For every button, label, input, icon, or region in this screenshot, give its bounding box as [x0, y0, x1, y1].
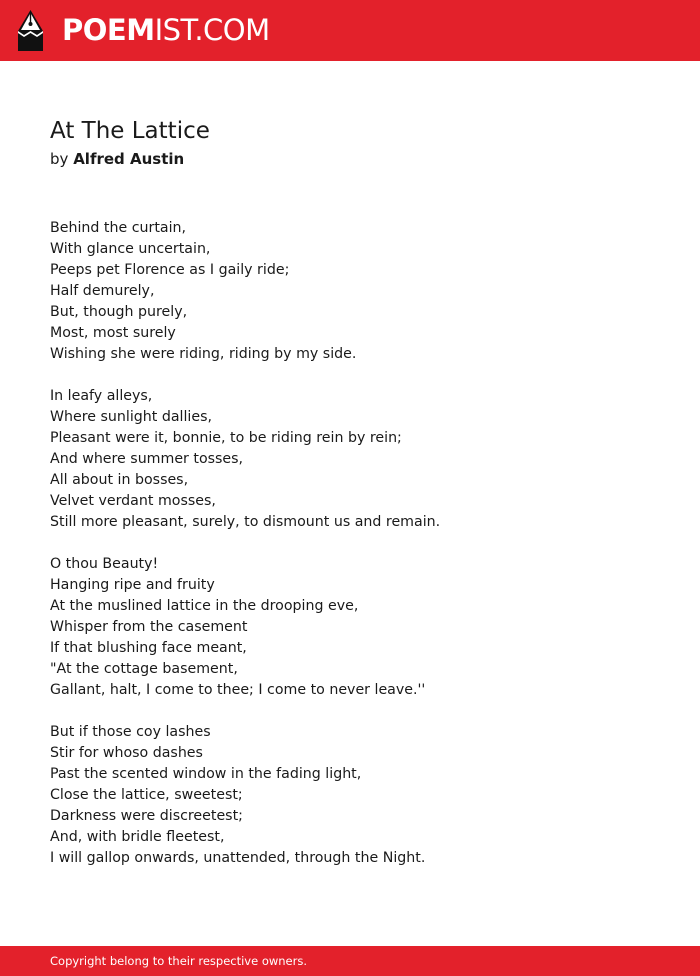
poem-line: If that blushing face meant, [50, 640, 247, 656]
copyright-text: Copyright belong to their respective owners. [50, 954, 308, 968]
poem-line: Hanging ripe and fruity [50, 577, 215, 593]
poem-line: Past the scented window in the fading light, [50, 766, 362, 782]
poem-line: Darkness were discreetest; [50, 808, 243, 824]
poem-line: And, with bridle fleetest, [50, 829, 225, 845]
poem-line: "At the cottage basement, [50, 661, 238, 677]
poem-line: Wishing she were riding, riding by my side. [50, 346, 357, 362]
site-header [0, 0, 700, 61]
poem-line: Pleasant were it, bonnie, to be riding rein by rein; [50, 430, 402, 446]
site-logo[interactable] [62, 12, 270, 48]
poem-line: But if those coy lashes [50, 724, 211, 740]
site-footer [0, 946, 700, 976]
poem-line: O thou Beauty! [50, 556, 159, 572]
poem-line: Behind the curtain, [50, 220, 187, 236]
poem-line: Stir for whoso dashes [50, 745, 203, 761]
poem-line: Still more pleasant, surely, to dismount us and remain. [50, 514, 441, 530]
poem-title: At The Lattice [50, 118, 210, 144]
logo-light-text: IST.COM [154, 13, 270, 47]
stanza-2 [50, 386, 670, 533]
stanza-1 [50, 218, 670, 365]
author-name: Alfred Austin [73, 150, 185, 168]
poem-line: With glance uncertain, [50, 241, 211, 257]
logo-bold-text: POEM [62, 13, 155, 47]
poem-line: In leafy alleys, [50, 388, 153, 404]
poem-line: Close the lattice, sweetest; [50, 787, 243, 803]
poem-line: But, though purely, [50, 304, 188, 320]
poem-line: Most, most surely [50, 325, 176, 341]
poem-line: Whisper from the casement [50, 619, 248, 635]
poem-body [50, 218, 670, 890]
poem-line: And where summer tosses, [50, 451, 244, 467]
poem-line: Peeps pet Florence as I gaily ride; [50, 262, 290, 278]
poem-line: Where sunlight dallies, [50, 409, 212, 425]
poem-line: Half demurely, [50, 283, 155, 299]
stanza-3 [50, 554, 670, 701]
byline [50, 148, 184, 170]
poem-line: All about in bosses, [50, 472, 189, 488]
poem-line: Gallant, halt, I come to thee; I come to never leave.'' [50, 682, 426, 698]
stanza-4 [50, 722, 670, 869]
pen-nib-icon [18, 10, 43, 51]
by-label: by [50, 150, 69, 168]
poem-line: I will gallop onwards, unattended, through the Night. [50, 850, 426, 866]
poem-line: Velvet verdant mosses, [50, 493, 216, 509]
poem-line: At the muslined lattice in the drooping eve, [50, 598, 359, 614]
